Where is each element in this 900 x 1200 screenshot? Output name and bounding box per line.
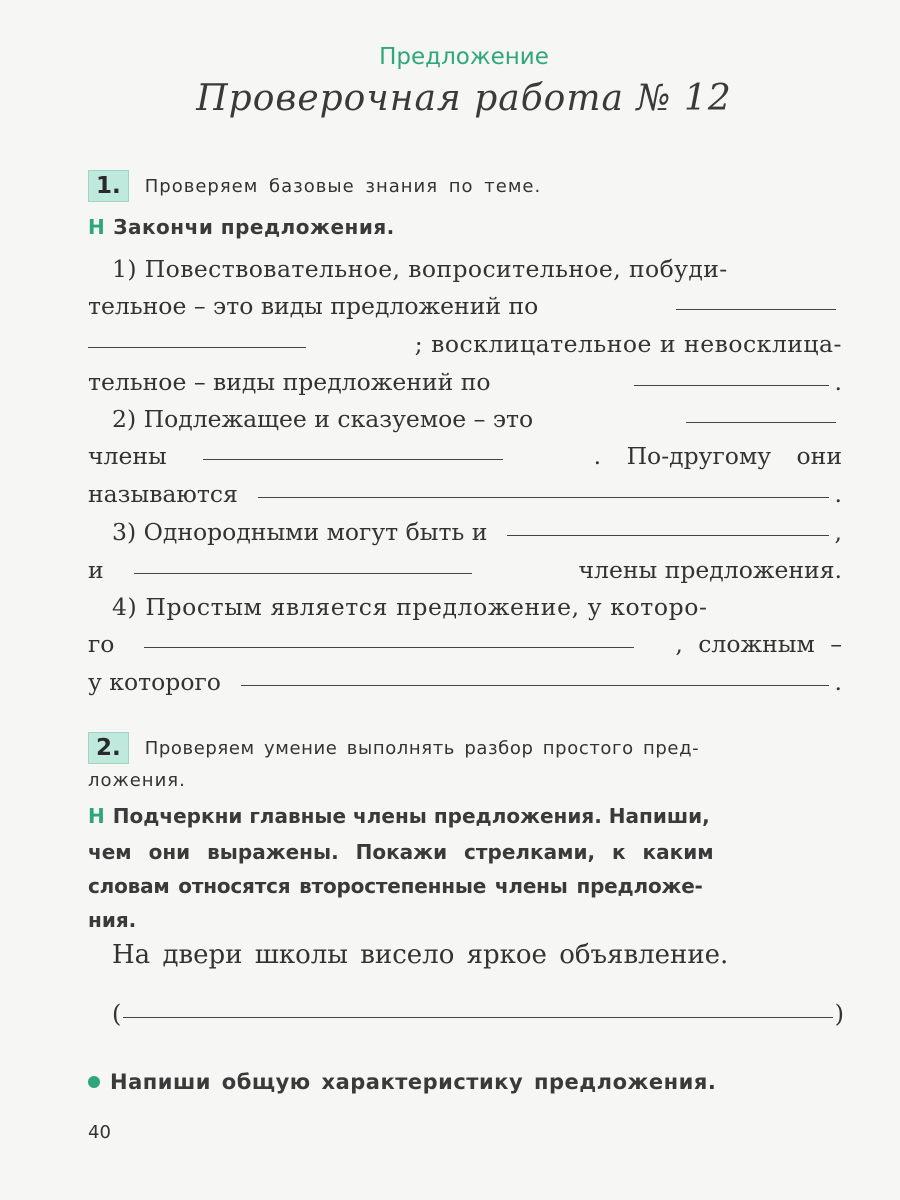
instruction-text: чем они выражены. Покажи стрелками, к каким (88, 840, 714, 864)
line-text: члены (88, 442, 167, 470)
line-text: 2) Подлежащее и сказуемое – это (112, 405, 534, 433)
task-2-goal-continued: ложения. (88, 770, 186, 791)
line-text: , сложным – (675, 630, 842, 658)
text-line (88, 292, 842, 330)
answer-blank[interactable] (88, 346, 306, 348)
text-line: тельное – виды предложений по . (88, 368, 842, 396)
task-1-goal: Проверяем базовые знания по теме. (144, 175, 542, 197)
task-1-instruction-text: Закончи предложения. (113, 215, 395, 239)
text-line: называются . (88, 480, 842, 508)
text-line (88, 593, 842, 631)
text-line (88, 255, 842, 293)
task-2-instruction-line (88, 874, 842, 908)
task-2-number: 2. (88, 732, 129, 764)
line-text: члены предложения. (578, 556, 842, 584)
answer-blank[interactable] (241, 684, 829, 686)
instruction-text: словам относятся второстепенные члены предложе- (88, 874, 703, 898)
line-text: тельное – виды предложений по (88, 368, 491, 396)
final-instruction-text: Напиши общую характеристику предложения. (110, 1070, 717, 1094)
answer-blank[interactable] (134, 572, 472, 574)
text-line: у которого . (88, 668, 842, 696)
section-title: Предложение (379, 44, 549, 70)
final-instruction (88, 1070, 716, 1094)
instruction-mark: Н (88, 215, 106, 239)
line-text: называются (88, 480, 238, 508)
text-line: 3) Однородными могут быть и , (112, 518, 842, 546)
text-line (88, 442, 842, 480)
page-number: 40 (88, 1122, 111, 1143)
bullet-dot-icon (88, 1076, 100, 1088)
work-title: Проверочная работа № 12 (196, 78, 732, 119)
task-1-header (88, 170, 541, 202)
answer-blank[interactable] (634, 384, 829, 386)
text-line (88, 330, 842, 368)
line-text: тельное – это виды предложений по (88, 292, 539, 320)
task-2-header (88, 732, 699, 764)
task-1-instruction (88, 215, 848, 239)
answer-blank[interactable] (123, 1016, 832, 1018)
text-line (88, 405, 842, 443)
line-text: го (88, 630, 115, 658)
task-2-goal: Проверяем умение выполнять разбор простого пред- (144, 737, 700, 759)
answer-blank[interactable] (686, 421, 836, 423)
instruction-text: Подчеркни главные члены предложения. Напиши, (112, 804, 710, 828)
answer-blank[interactable] (258, 496, 829, 498)
task-2-instruction-line (88, 804, 842, 838)
paren-open: ( (112, 1000, 122, 1028)
line-text: ; восклицательное и невосклица- (414, 330, 842, 358)
instruction-text: ния. (88, 908, 137, 932)
instruction-mark: Н (88, 804, 105, 828)
answer-blank[interactable] (676, 308, 836, 310)
line-text: 4) Простым является предложение, у которо- (112, 593, 708, 621)
text-line (88, 630, 842, 668)
line-text: 3) Однородными могут быть и (112, 518, 488, 546)
text-line (88, 556, 842, 594)
answer-blank[interactable] (507, 534, 828, 536)
task-2-instruction-line (88, 908, 842, 942)
line-text: 1) Повествовательное, вопросительное, побуди- (112, 255, 728, 283)
answer-blank[interactable] (203, 458, 503, 460)
task-1-number: 1. (88, 170, 129, 202)
line-text: у которого (88, 668, 221, 696)
task-2-instruction-line (88, 840, 842, 874)
line-text: и (88, 556, 104, 584)
line-text: . По-другому они (593, 442, 842, 470)
paren-close: ) (834, 1000, 844, 1028)
answer-blank[interactable] (144, 646, 634, 648)
analysis-sentence: На двери школы висело яркое объявление. (112, 940, 729, 970)
characteristic-answer-line (112, 1000, 844, 1028)
